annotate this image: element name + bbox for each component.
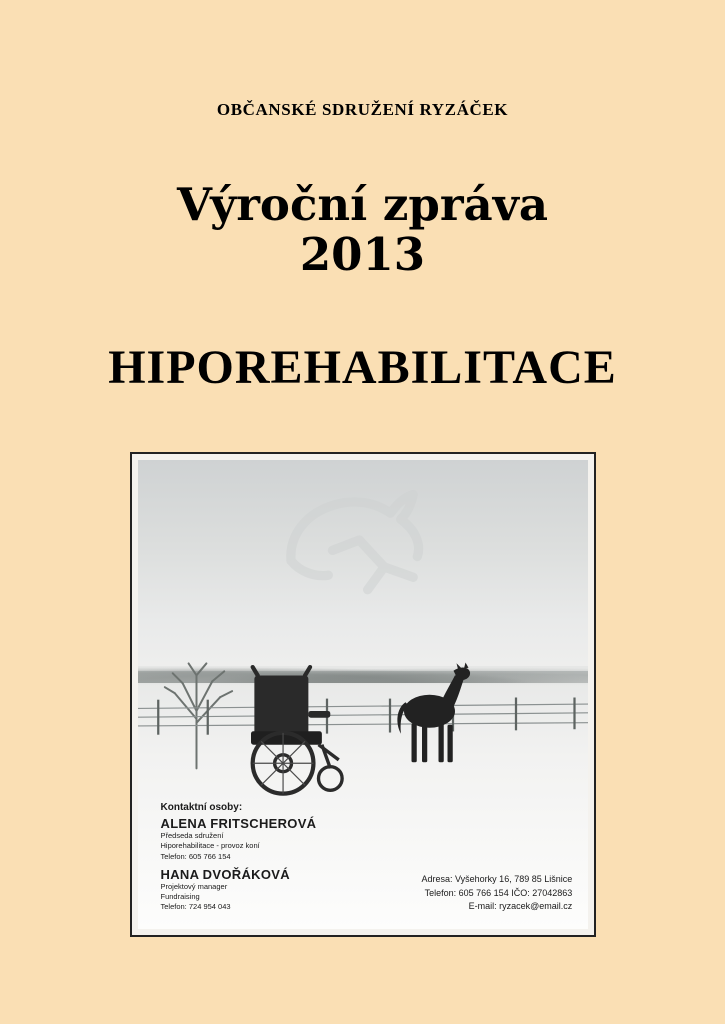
organization-address (329, 873, 572, 912)
phone-ico-line: Telefon: 605 766 154 IČO: 27042863 (424, 887, 573, 898)
email-line: E-mail: ryzacek@email.cz (468, 900, 573, 911)
title-block (0, 180, 725, 281)
contact-role: Předseda sdružení (160, 831, 224, 841)
organization-name: OBČANSKÉ SDRUŽENÍ RYZÁČEK (216, 100, 509, 119)
contact-phone: Telefon: 605 766 154 (160, 851, 231, 861)
wheelchair (224, 657, 359, 807)
contact-person (161, 817, 386, 862)
horse (386, 657, 476, 779)
contact-role: Projektový manager (160, 882, 228, 892)
report-subject: HIPOREHABILITACE (108, 341, 617, 394)
horse-head-logo-icon (260, 479, 467, 620)
contacts-heading: Kontaktní osoby: (160, 801, 243, 813)
contact-phone: Telefon: 724 954 043 (160, 902, 231, 912)
fence (138, 680, 588, 746)
contact-name: ALENA FRITSCHEROVÁ (160, 815, 317, 831)
address-line: Adresa: Vyšehorky 16, 789 85 Lišnice (421, 874, 573, 885)
report-year: 2013 (299, 228, 426, 282)
cover-photo (138, 460, 588, 929)
cover-photo-frame (130, 452, 596, 937)
page-title: Výroční zpráva (176, 178, 549, 231)
contact-detail: Fundraising (160, 892, 200, 902)
contact-name: HANA DVOŘÁKOVÁ (160, 866, 290, 882)
contact-detail: Hiporehabilitace - provoz koní (160, 841, 260, 851)
